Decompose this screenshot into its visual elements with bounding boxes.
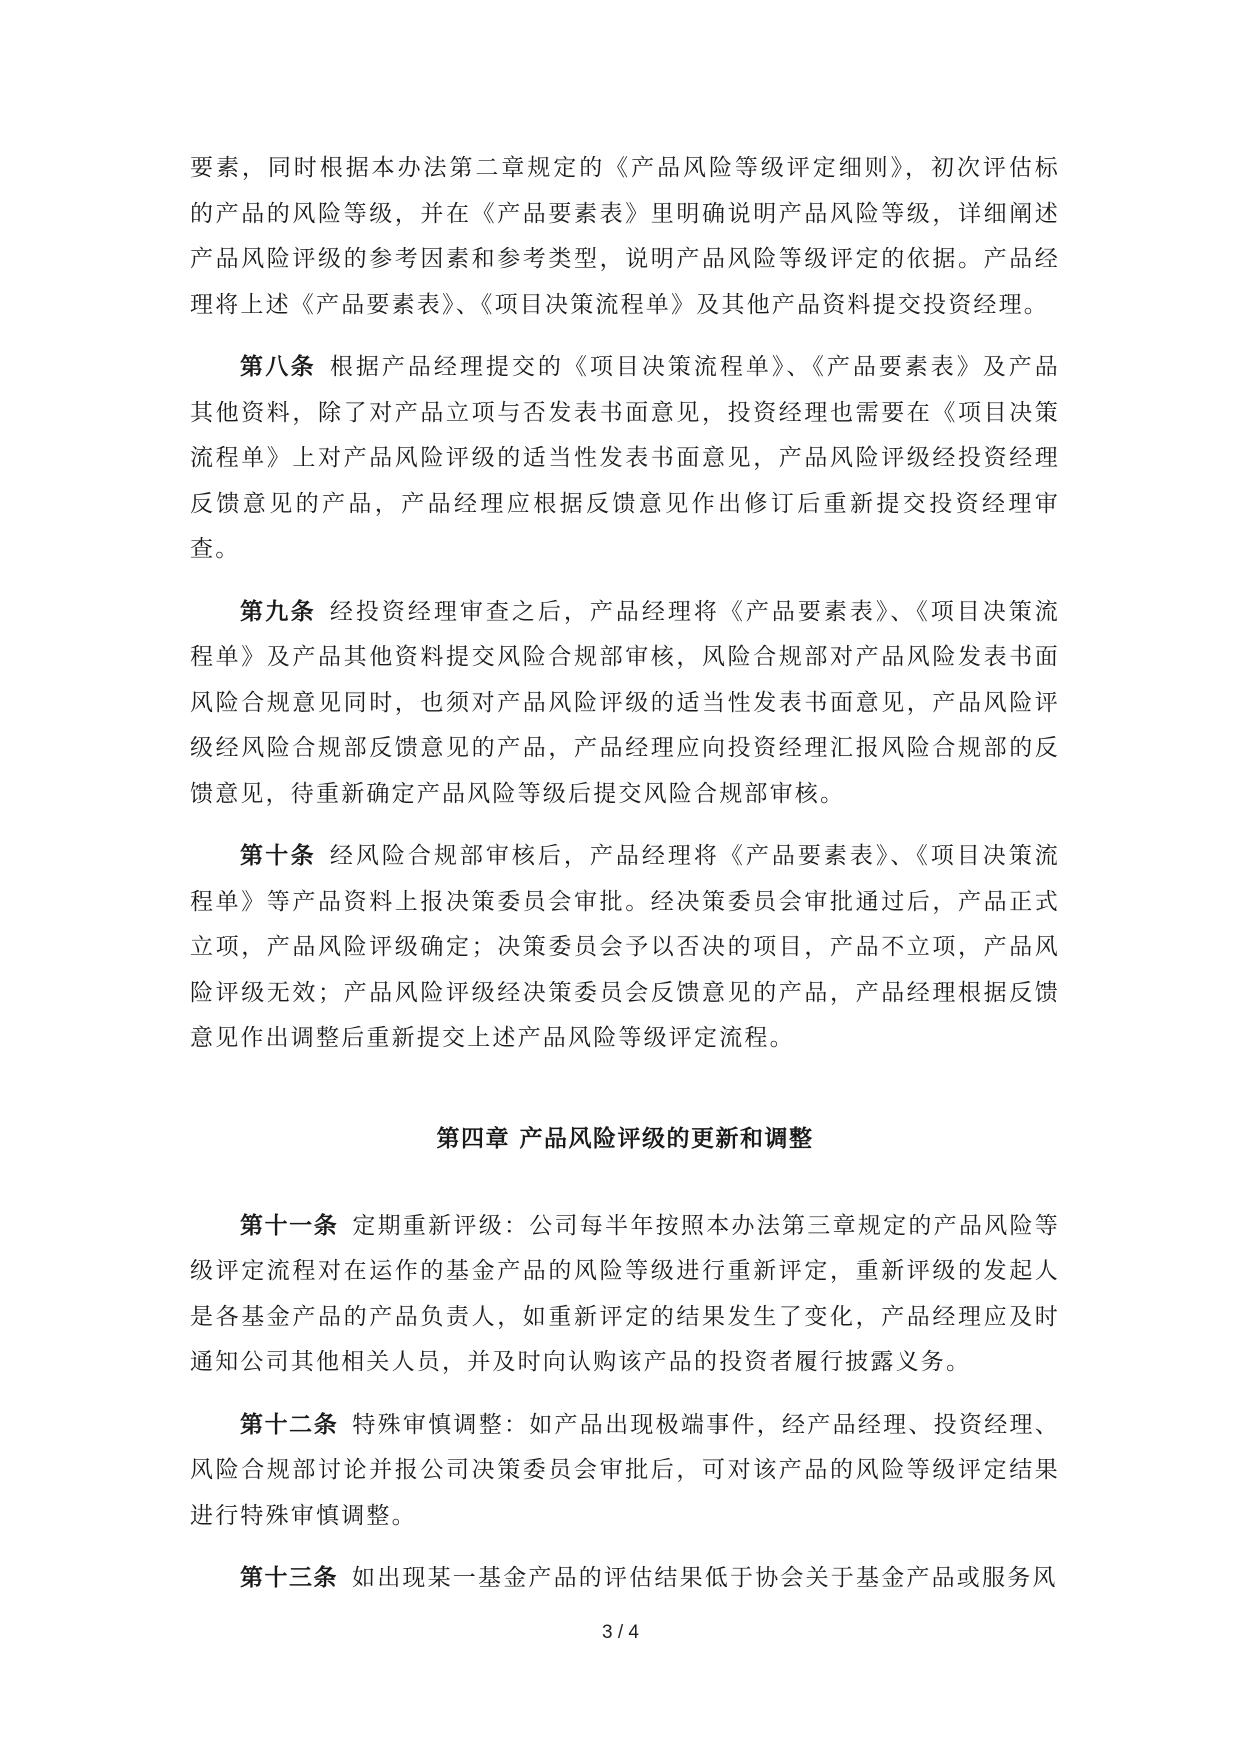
page-number: 3 / 4 [602, 1622, 639, 1643]
article-13 [190, 1555, 1060, 1602]
article-text: 根据产品经理提交的《项目决策流程单》、《产品要素表》及产品其他资料，除了对产品立项与否发表书面意见，投资经理也需要在《项目决策流程单》上对产品风险评级的适当性发表书面意见，产品风险评级经投资经理反馈意见的产品，产品经理应根据反馈意见作出修订后重新提交投资经理审查。 [190, 354, 1060, 562]
article-text: 经投资经理审查之后，产品经理将《产品要素表》、《项目决策流程单》及产品其他资料提交风险合规部审核，风险合规部对产品风险发表书面风险合规意见同时，也须对产品风险评级的适当性发表书面意见，产品风险评级经风险合规部反馈意见的产品，产品经理应向投资经理汇报风险合规部的反馈意见，待重新确定产品风险等级后提交风险合规部审核。 [190, 598, 1060, 807]
article-label: 第十一条 [240, 1211, 339, 1239]
chapter-title: 第四章 产品风险评级的更新和调整 [436, 1124, 814, 1152]
article-label: 第八条 [240, 353, 316, 380]
article-text: 特殊审慎调整：如产品出现极端事件，经产品经理、投资经理、风险合规部讨论并报公司决策委员会审批后，可对该产品的风险等级评定结果进行特殊审慎调整。 [190, 1411, 1060, 1529]
article-label: 第九条 [240, 597, 316, 625]
article-label: 第十二条 [240, 1410, 339, 1438]
document-page [190, 146, 1060, 1618]
article-9 [190, 589, 1060, 818]
article-text: 定期重新评级：公司每半年按照本办法第三章规定的产品风险等级评定流程对在运作的基金产品的风险等级进行重新评定，重新评级的发起人是各基金产品的产品负责人，如重新评定的结果发生了变化，产品经理应及时通知公司其他相关人员，并及时向认购该产品的投资者履行披露义务。 [190, 1212, 1060, 1375]
article-label: 第十三条 [240, 1564, 338, 1591]
article-11 [190, 1203, 1060, 1386]
article-8 [190, 344, 1060, 573]
article-label: 第十条 [240, 842, 316, 869]
article-text: 经风险合规部审核后，产品经理将《产品要素表》、《项目决策流程单》等产品资料上报决策委员会审批。经决策委员会审批通过后，产品正式立项，产品风险评级确定；决策委员会予以否决的项目，产品不立项，产品风险评级无效；产品风险评级经决策委员会反馈意见的产品，产品经理根据反馈意见作出调整后重新提交上述产品风险等级评定流程。 [190, 843, 1060, 1051]
article-12 [190, 1402, 1060, 1540]
article-10 [190, 833, 1060, 1062]
continuation-paragraph: 要素，同时根据本办法第二章规定的《产品风险等级评定细则》，初次评估标的产品的风险等级，并在《产品要素表》里明确说明产品风险等级，详细阐述产品风险评级的参考因素和参考类型，说明产品风险等级评定的依据。产品经理将上述《产品要素表》、《项目决策流程单》及其他产品资料提交投资经理。 [190, 155, 1060, 318]
article-text: 如出现某一基金产品的评估结果低于协会关于基金产品或服务风 [352, 1565, 1058, 1591]
